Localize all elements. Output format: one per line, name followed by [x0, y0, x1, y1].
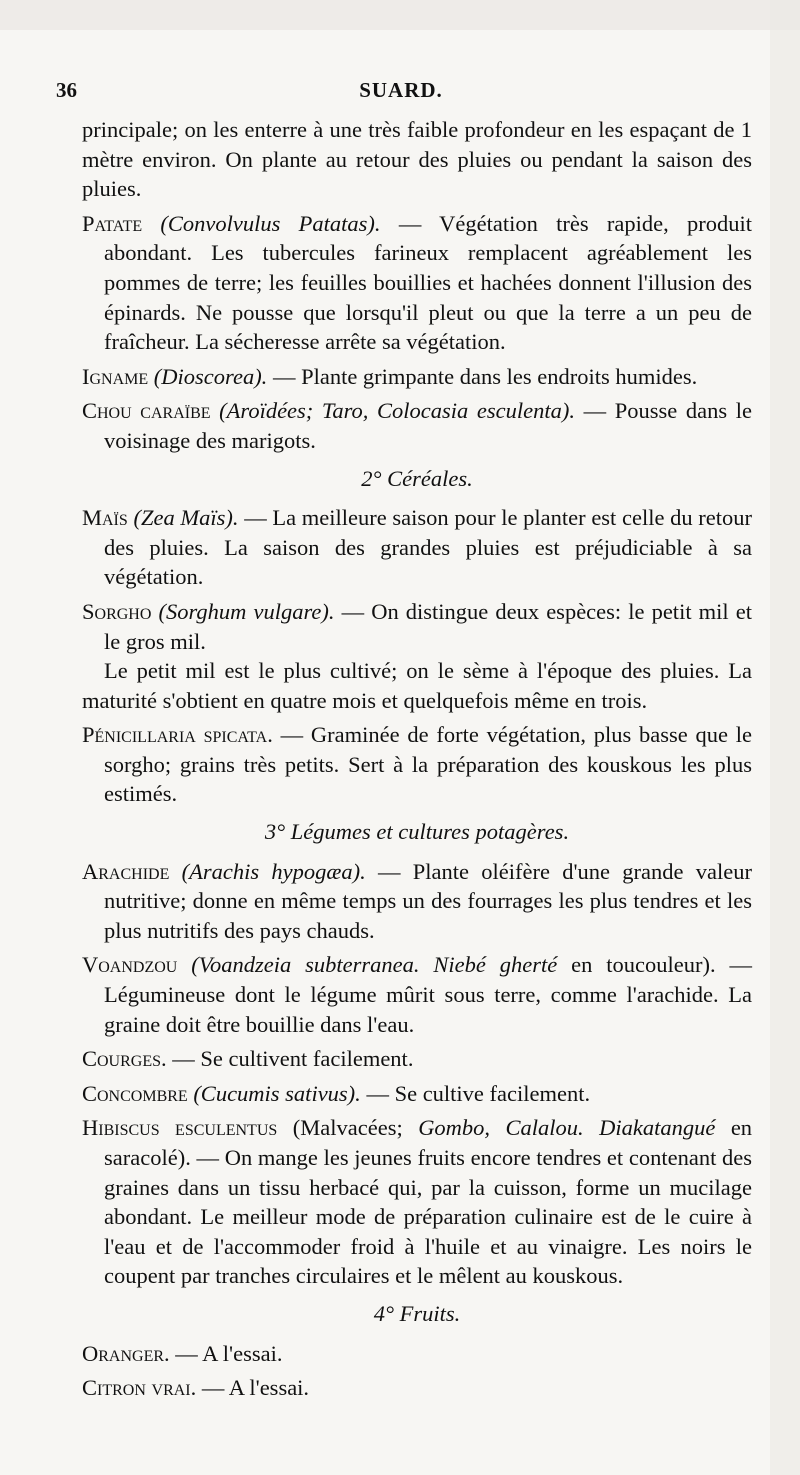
entry-name: Concombre	[82, 1080, 188, 1106]
entry-text: — A l'essai.	[201, 1375, 310, 1401]
entry-sorgho	[82, 597, 752, 656]
entry-name: Pénicillaria spicata.	[82, 722, 273, 748]
entry-arachide	[82, 857, 752, 946]
entry-scientific-name: (Cucumis sativus).	[193, 1080, 361, 1106]
entry-text-pre: (Malvacées;	[292, 1115, 403, 1141]
entry-patate	[82, 209, 752, 357]
entry-courges	[82, 1044, 752, 1074]
entry-scientific-name: (Zea Maïs).	[133, 505, 239, 531]
page-number: 36	[56, 78, 77, 102]
entry-text: — Pousse dans le voisinage des marigots.	[104, 398, 752, 453]
entry-igname	[82, 362, 752, 392]
page-header	[56, 78, 746, 108]
entry-text: — Légumineuse dont le légume mûrit sous terre, comme l'arachide. La graine doit être bouillie dans l'eau.	[104, 952, 752, 1037]
entry-mais	[82, 503, 752, 592]
entry-text: — Se cultivent facilement.	[172, 1046, 414, 1072]
entry-text: — Se cultive facilement.	[366, 1080, 591, 1106]
entry-concombre	[82, 1079, 752, 1109]
entry-text: — La meilleure saison pour le planter est celle du retour des pluies. La saison des grandes pluies est préjudiciable à sa végétation.	[104, 505, 753, 590]
entry-penicillaria	[82, 720, 752, 809]
entry-name: Patate	[82, 210, 143, 236]
entry-name: Chou caraïbe	[82, 398, 211, 424]
entry-name: Arachide	[82, 858, 170, 884]
body-text	[82, 115, 752, 1408]
entry-text: — On distingue deux espèces: le petit mil et le gros mil.	[104, 598, 752, 654]
entry-name: Hibiscus esculentus	[82, 1115, 278, 1141]
entry-name: Maïs	[82, 505, 128, 531]
entry-citron	[82, 1373, 752, 1403]
entry-scientific-name: Gombo, Calalou. Diakatangué	[418, 1115, 716, 1141]
paragraph-sorgho-detail: Le petit mil est le plus cultivé; on le sème à l'époque des pluies. La maturité s'obtient en quatre mois et quelquefois même en trois.	[82, 658, 752, 713]
entry-text: — Graminée de forte végétation, plus basse que le sorgho; grains très petits. Sert à la préparation des kouskous les plus estimés.	[104, 722, 753, 807]
entry-hibiscus	[82, 1113, 752, 1291]
entry-scientific-name: (Dioscorea).	[153, 363, 268, 389]
section-heading-cereales: 2° Céréales.	[361, 465, 473, 491]
entry-chou-caraibe	[82, 396, 752, 455]
entry-scientific-name: (Convolvulus Patatas).	[160, 210, 381, 236]
entry-text-post: en saracolé).	[104, 1115, 753, 1170]
entry-name: Voandzou	[82, 952, 178, 978]
entry-scientific-name: (Sorghum vulgare).	[158, 598, 335, 624]
entry-text: — Plante oléifère d'une grande valeur nutritive; donne en même temps un des fourrages les plus tendres et les plus nutritifs des pays chauds.	[104, 858, 752, 943]
entry-text: — Végétation très rapide, produit abondant. Les tubercules farineux remplacent agréablement les pommes de terre; les feuilles bouillies et hachées donnent l'illusion des épinards. Ne pousse que lorsqu'il pleut ou que la terre a un peu de fraîcheur. La sécheresse arrête sa végétation.	[104, 210, 753, 355]
entry-name: Igname	[82, 363, 149, 389]
paragraph-continuation: principale; on les enterre à une très faible profondeur en les espaçant de 1 mètre environ. On plante au retour des pluies ou pendant la saison des pluies.	[82, 117, 752, 202]
entry-scientific-name: (Arachis hypogæa).	[181, 858, 366, 884]
entry-oranger	[82, 1339, 752, 1369]
entry-scientific-name: (Aroïdées; Taro, Colocasia esculenta).	[219, 398, 575, 424]
running-title: SUARD.	[359, 78, 443, 102]
entry-text: — Plante grimpante dans les endroits humides.	[272, 363, 698, 389]
entry-name: Citron vrai.	[82, 1375, 197, 1401]
entry-voandzou	[82, 950, 752, 1039]
entry-text-mid: en toucouleur).	[571, 952, 716, 978]
entry-text: — On mange les jeunes fruits encore tendres et contenant des graines dans un tissu herbacé qui, par la cuisson, forme un mucilage abondant. Le meilleur mode de préparation culinaire est de le cuire à l'eau et de l'accommoder froid à l'huile et au vinaigre. Les noirs le coupent par tranches circulaires et le mêlent au kouskous.	[104, 1145, 753, 1289]
section-heading-legumes: 3° Légumes et cultures potagères.	[264, 819, 570, 845]
section-heading-fruits: 4° Fruits.	[373, 1300, 461, 1326]
entry-text: — A l'essai.	[175, 1340, 283, 1366]
entry-name: Oranger.	[82, 1340, 170, 1366]
entry-name: Courges.	[82, 1046, 167, 1072]
entry-scientific-name: (Voandzeia subterranea. Niebé gherté	[191, 952, 558, 978]
entry-name: Sorgho	[82, 598, 152, 624]
